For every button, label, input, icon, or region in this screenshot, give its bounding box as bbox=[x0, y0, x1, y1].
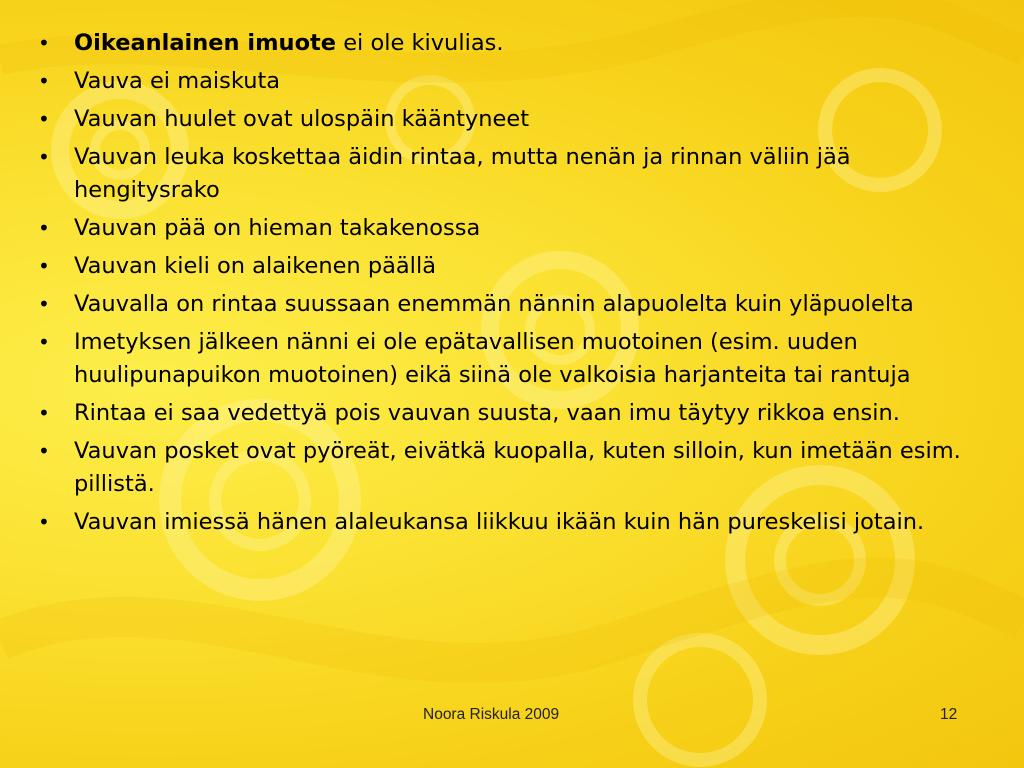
bullet-icon: • bbox=[38, 401, 50, 425]
bullet-icon: • bbox=[38, 107, 50, 131]
bullet-text: Imetyksen jälkeen nänni ei ole epätavallisen muotoinen (esim. uuden huulipunapuikon muotoinen) eikä siinä ole valkoisia harjanteita tai rantuja bbox=[74, 329, 911, 388]
bullet-icon: • bbox=[38, 330, 50, 354]
bullet-item bbox=[38, 326, 978, 392]
bullet-text: Vauvan imiessä hänen alaleukansa liikkuu ikään kuin hän pureskelisi jotain. bbox=[74, 509, 925, 535]
bullet-item bbox=[38, 250, 978, 283]
bullet-icon: • bbox=[38, 510, 50, 534]
bullet-item bbox=[38, 288, 978, 321]
bullet-text: Vauvan posket ovat pyöreät, eivätkä kuopalla, kuten silloin, kun imetään esim. pillistä. bbox=[74, 438, 961, 497]
bullet-item bbox=[38, 103, 978, 136]
bullet-text: Vauvan kieli on alaikenen päällä bbox=[74, 253, 436, 279]
bullet-text: Vauva ei maiskuta bbox=[74, 68, 281, 94]
bullet-text: ei ole kivulias. bbox=[336, 30, 504, 56]
bullet-icon: • bbox=[38, 31, 50, 55]
bullet-text: Vauvan pää on hieman takakenossa bbox=[74, 215, 481, 241]
bullet-text: Vauvalla on rintaa suussaan enemmän nännin alapuolelta kuin yläpuolelta bbox=[74, 291, 914, 317]
bullet-icon: • bbox=[38, 145, 50, 169]
bullet-item bbox=[38, 397, 978, 430]
bullet-item bbox=[38, 65, 978, 98]
bullet-item bbox=[38, 212, 978, 245]
bullet-icon: • bbox=[38, 254, 50, 278]
bullet-item bbox=[38, 27, 978, 60]
bullet-icon: • bbox=[38, 216, 50, 240]
bullet-icon: • bbox=[38, 292, 50, 316]
footer-author: Noora Riskula 2009 bbox=[423, 706, 560, 723]
bullet-list bbox=[38, 27, 978, 544]
bullet-icon: • bbox=[38, 439, 50, 463]
bullet-item bbox=[38, 435, 978, 501]
bullet-text: Rintaa ei saa vedettyä pois vauvan suusta, vaan imu täytyy rikkoa ensin. bbox=[74, 400, 900, 426]
bullet-icon: • bbox=[38, 69, 50, 93]
bullet-item bbox=[38, 141, 978, 207]
bullet-item bbox=[38, 506, 978, 539]
bullet-bold-text: Oikeanlainen imuote bbox=[74, 30, 337, 56]
bullet-text: Vauvan leuka koskettaa äidin rintaa, mutta nenän ja rinnan väliin jää hengitysrako bbox=[74, 144, 851, 203]
page-number: 12 bbox=[940, 706, 958, 723]
bullet-text: Vauvan huulet ovat ulospäin kääntyneet bbox=[74, 106, 530, 132]
